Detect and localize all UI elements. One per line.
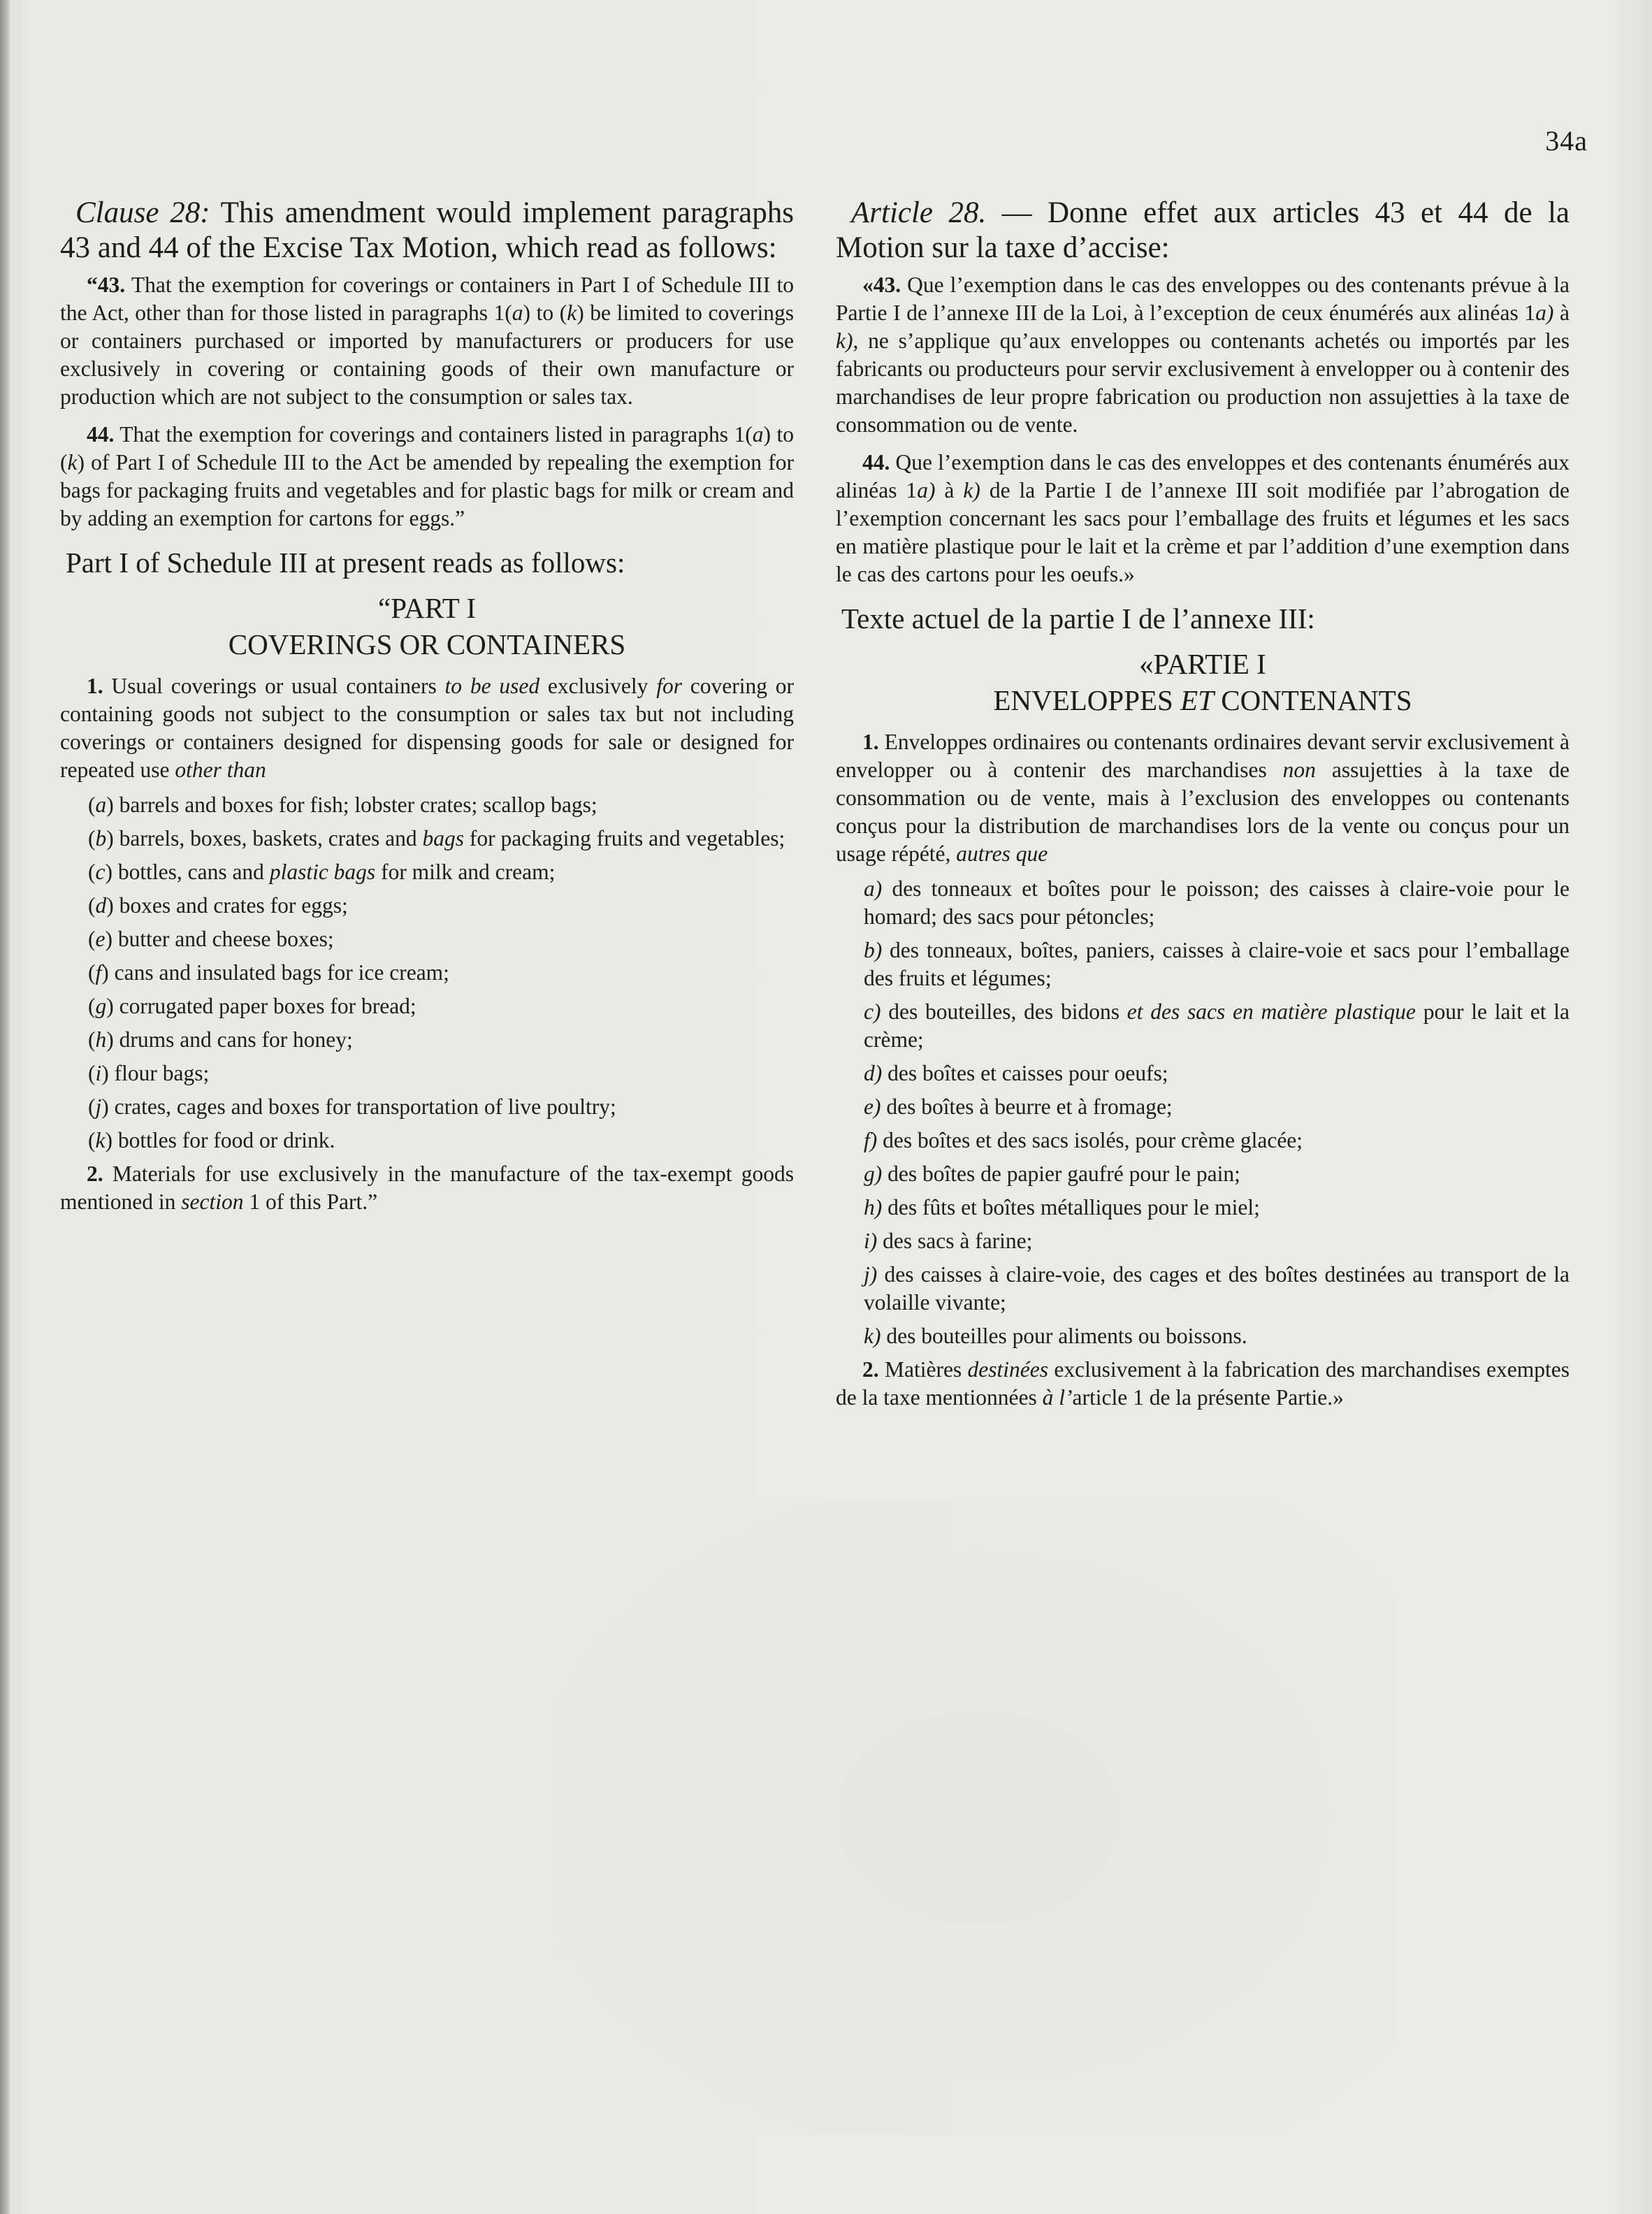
clause-label: Clause 28: (75, 196, 210, 229)
page-number: 34a (1545, 125, 1588, 157)
list-item (836, 936, 1570, 992)
text: Que l’exemption dans le cas des enveloppes et des contenants énumérés aux alinéas 1 (836, 450, 1570, 502)
list-item (836, 998, 1570, 1054)
item-marker: g) (864, 1162, 883, 1186)
part-heading (60, 590, 794, 663)
clause-intro-text: This amendment would implement paragraphs 43 and 44 of the Excise Tax Motion, which read as follows: (60, 196, 794, 264)
page-edge (0, 0, 10, 2214)
item-text: et des sacs en matière plastique (1126, 999, 1416, 1024)
list-item (836, 1261, 1570, 1317)
part-title: «PARTIE I (1139, 648, 1266, 680)
text: a) (1535, 301, 1554, 325)
item-text: bottles, cans and (117, 860, 270, 884)
text: Matières (878, 1357, 968, 1382)
text: exclusively (539, 674, 657, 698)
item-text: des caisses à claire-voie, des cages et des boîtes destinées au transport de la volaille vivante; (864, 1262, 1570, 1315)
item-marker: a) (864, 876, 883, 901)
item-text: bottles for food or drink. (117, 1128, 335, 1152)
item-text: for milk and cream; (375, 860, 556, 884)
text: ) to ( (523, 301, 567, 325)
motion-paragraph-43 (60, 271, 794, 411)
item-text: des boîtes et caisses pour oeufs; (887, 1061, 1168, 1085)
item-marker: a (95, 793, 107, 817)
part-subtitle (836, 682, 1570, 718)
paragraph-number: «43. (862, 273, 901, 297)
item-text: butter and cheese boxes; (117, 927, 334, 951)
text: à (1553, 301, 1570, 325)
item-marker: i) (864, 1229, 878, 1253)
text: ) be limited to coverings or containers purchased or imported by manufacturers or producers for use exclusively in covering or containing goods of their own manufacture or production which are not subject to the consumption or sales tax. (60, 301, 794, 409)
text: a) (917, 478, 936, 502)
item-marker: e) (864, 1094, 881, 1119)
text: a (752, 422, 764, 447)
item-list-fr (836, 875, 1570, 1350)
text: assujetties à la taxe de consommation ou de vente, mais à l’exclusion des enveloppes ou contenants conçus pour la distribution de marchandises lors de la vente ou conçus pour un usage répété, (836, 758, 1570, 866)
article-intro (836, 196, 1570, 266)
article-label: Article 28. (851, 196, 987, 229)
item-text: flour bags; (114, 1061, 210, 1085)
item-marker: f (95, 960, 102, 985)
item-marker: h (95, 1027, 107, 1052)
english-column (60, 196, 794, 1223)
item-marker: e (95, 927, 106, 951)
text: article 1 de la présente Partie.» (1072, 1385, 1344, 1410)
item-text: for packaging fruits and vegetables; (464, 826, 785, 851)
text: Enveloppes ordinaires ou contenants ordinaires devant servir exclusivement à envelopper ou à contenir des marchandises (836, 730, 1570, 782)
french-column (836, 196, 1570, 1419)
item-text: plastic bags (269, 860, 376, 884)
motion-paragraph-44-fr (836, 449, 1570, 588)
item-marker: k (95, 1128, 106, 1152)
text: non (1282, 758, 1316, 782)
list-item (836, 1194, 1570, 1222)
item-marker: b (95, 826, 107, 851)
item-marker: f) (864, 1128, 878, 1152)
list-item: (k) bottles for food or drink. (88, 1128, 335, 1152)
item-marker: d) (864, 1061, 883, 1085)
section-2 (60, 1160, 794, 1216)
item-text: des tonneaux et boîtes pour le poisson; des caisses à claire-voie pour le homard; des sacs pour pétoncles; (864, 876, 1570, 929)
paragraph-number: “43. (87, 273, 126, 297)
list-item (836, 875, 1570, 931)
item-list-en (60, 791, 794, 1155)
list-item: (i) flour bags; (88, 1061, 210, 1085)
text: Materials for use exclusively in the manufacture of the tax-exempt goods mentioned in (60, 1162, 794, 1214)
item-marker: j (95, 1094, 102, 1119)
item-text: des tonneaux, boîtes, paniers, caisses à claire-voie et sacs pour l’emballage des fruits et légumes; (864, 938, 1570, 990)
text: k) (963, 478, 980, 502)
text: for (656, 674, 682, 698)
text: section (181, 1189, 244, 1214)
paragraph-number: 44. (862, 450, 890, 475)
text: à l’ (1042, 1385, 1073, 1410)
text: to be used (444, 674, 540, 698)
item-marker: h) (864, 1195, 883, 1220)
item-text: cans and insulated bags for ice cream; (114, 960, 449, 985)
text: That the exemption for coverings and containers listed in paragraphs 1( (114, 422, 753, 447)
text: ) of Part I of Schedule III to the Act be amended by repealing the exemption for bags for packaging fruits and vegetables and for plastic bags for milk or cream and by adding an exemption for cartons for eggs.” (60, 450, 794, 530)
item-marker: i (95, 1061, 102, 1085)
article-intro-text: — Donne effet aux articles 43 et 44 de la Motion sur la taxe d’accise: (836, 196, 1570, 264)
section-number: 1. (862, 730, 879, 754)
paragraph-number: 44. (87, 422, 115, 447)
item-marker: g (95, 994, 107, 1018)
list-item (836, 1093, 1570, 1121)
list-item: (b) barrels, boxes, baskets, crates and bags for packaging fruits and vegetables; (88, 826, 785, 851)
text: k (67, 450, 78, 475)
text: exclusivement à la fabrication des marchandises exemptes de la taxe mentionnées (836, 1357, 1570, 1410)
section-number: 2. (862, 1357, 879, 1382)
schedule-lead-fr: Texte actuel de la partie I de l’annexe III: (841, 602, 1315, 635)
item-marker: k) (864, 1324, 881, 1348)
text: destinées (967, 1357, 1049, 1382)
motion-paragraph-44 (60, 421, 794, 533)
text: a (512, 301, 523, 325)
text: k (567, 301, 577, 325)
item-marker: d (95, 893, 107, 918)
text: other than (175, 758, 266, 782)
list-item: (c) bottles, cans and plastic bags for milk and cream; (88, 860, 556, 884)
list-item (836, 1322, 1570, 1350)
list-item: (j) crates, cages and boxes for transportation of live poultry; (88, 1094, 616, 1119)
item-text: pour le lait et la crème; (864, 999, 1570, 1052)
text: covering or containing goods not subject to the consumption or sales tax but not including coverings or containers designed for dispensing goods for sale or designed for repeated use (60, 674, 794, 782)
list-item (836, 1227, 1570, 1255)
list-item (836, 1160, 1570, 1188)
item-text: corrugated paper boxes for bread; (119, 994, 416, 1018)
item-text: boxes and crates for eggs; (119, 893, 348, 918)
item-text: des boîtes et des sacs isolés, pour crème glacée; (883, 1128, 1303, 1152)
item-text: barrels and boxes for fish; lobster crates; scallop bags; (119, 793, 597, 817)
list-item: (f) cans and insulated bags for ice cream; (88, 960, 449, 985)
section-1 (60, 672, 794, 784)
item-marker: b) (864, 938, 883, 962)
item-marker: c (95, 860, 106, 884)
text: k) (836, 328, 853, 353)
text: ) to ( (60, 422, 794, 475)
item-text: des sacs à farine; (883, 1229, 1033, 1253)
section-2-fr (836, 1356, 1570, 1412)
item-text: des boîtes de papier gaufré pour le pain; (887, 1162, 1240, 1186)
item-marker: j) (864, 1262, 878, 1287)
text: de la Partie I de l’annexe III soit modifiée par l’abrogation de l’exemption concernant les sacs pour l’emballage des fruits et légumes et les sacs en matière plastique pour le lait et la crème et par l’addition d’une exemption dans le cas des cartons pour les oeufs.» (836, 478, 1570, 586)
item-text: bags (422, 826, 464, 851)
item-text: crates, cages and boxes for transportation of live poultry; (114, 1094, 616, 1119)
part-title: “PART I (378, 592, 476, 624)
clause-intro (60, 196, 794, 266)
part-heading-fr (836, 646, 1570, 718)
list-item: (a) barrels and boxes for fish; lobster crates; scallop bags; (88, 793, 597, 817)
page-bleed-through (559, 1503, 1398, 2132)
item-text: des bouteilles, des bidons (888, 999, 1127, 1024)
item-marker: c) (864, 999, 881, 1024)
text: à (935, 478, 964, 502)
text: That the exemption for coverings or containers in Part I of Schedule III to the Act, other than for those listed in paragraphs 1( (60, 273, 794, 325)
item-text: des boîtes à beurre et à fromage; (886, 1094, 1173, 1119)
text: , ne s’applique qu’aux enveloppes ou contenants achetés ou importés par les fabricants ou producteurs pour servir exclusivement à envelopper ou à contenir des marchandises de leur propre fabrication ou production non assujetties à la taxe de consommation ou de vente. (836, 328, 1570, 437)
list-item: (d) boxes and crates for eggs; (88, 893, 348, 918)
section-number: 2. (87, 1162, 103, 1186)
part-subtitle: COVERINGS OR CONTAINERS (228, 628, 626, 660)
list-item: (g) corrugated paper boxes for bread; (88, 994, 416, 1018)
section-number: 1. (87, 674, 103, 698)
item-text: des bouteilles pour aliments ou boissons. (886, 1324, 1247, 1348)
item-text: des fûts et boîtes métalliques pour le miel; (887, 1195, 1260, 1220)
text: CONTENANTS (1213, 684, 1412, 716)
section-1-fr (836, 728, 1570, 868)
list-item: (e) butter and cheese boxes; (88, 927, 334, 951)
item-text: drums and cans for honey; (119, 1027, 353, 1052)
text: Que l’exemption dans le cas des enveloppes ou des contenants prévue à la Partie I de l’annexe III de la Loi, à l’exception de ceux énumérés aux alinéas 1 (836, 273, 1570, 325)
text: Usual coverings or usual containers (103, 674, 445, 698)
item-text: barrels, boxes, baskets, crates and (119, 826, 423, 851)
text: autres que (956, 841, 1048, 866)
text: 1 of this Part.” (243, 1189, 378, 1214)
motion-paragraph-43-fr (836, 271, 1570, 439)
list-item: (h) drums and cans for honey; (88, 1027, 353, 1052)
list-item (836, 1127, 1570, 1155)
text: ENVELOPPES (993, 684, 1181, 716)
schedule-lead: Part I of Schedule III at present reads as follows: (66, 547, 625, 579)
text: ET (1180, 684, 1214, 716)
list-item (836, 1059, 1570, 1087)
